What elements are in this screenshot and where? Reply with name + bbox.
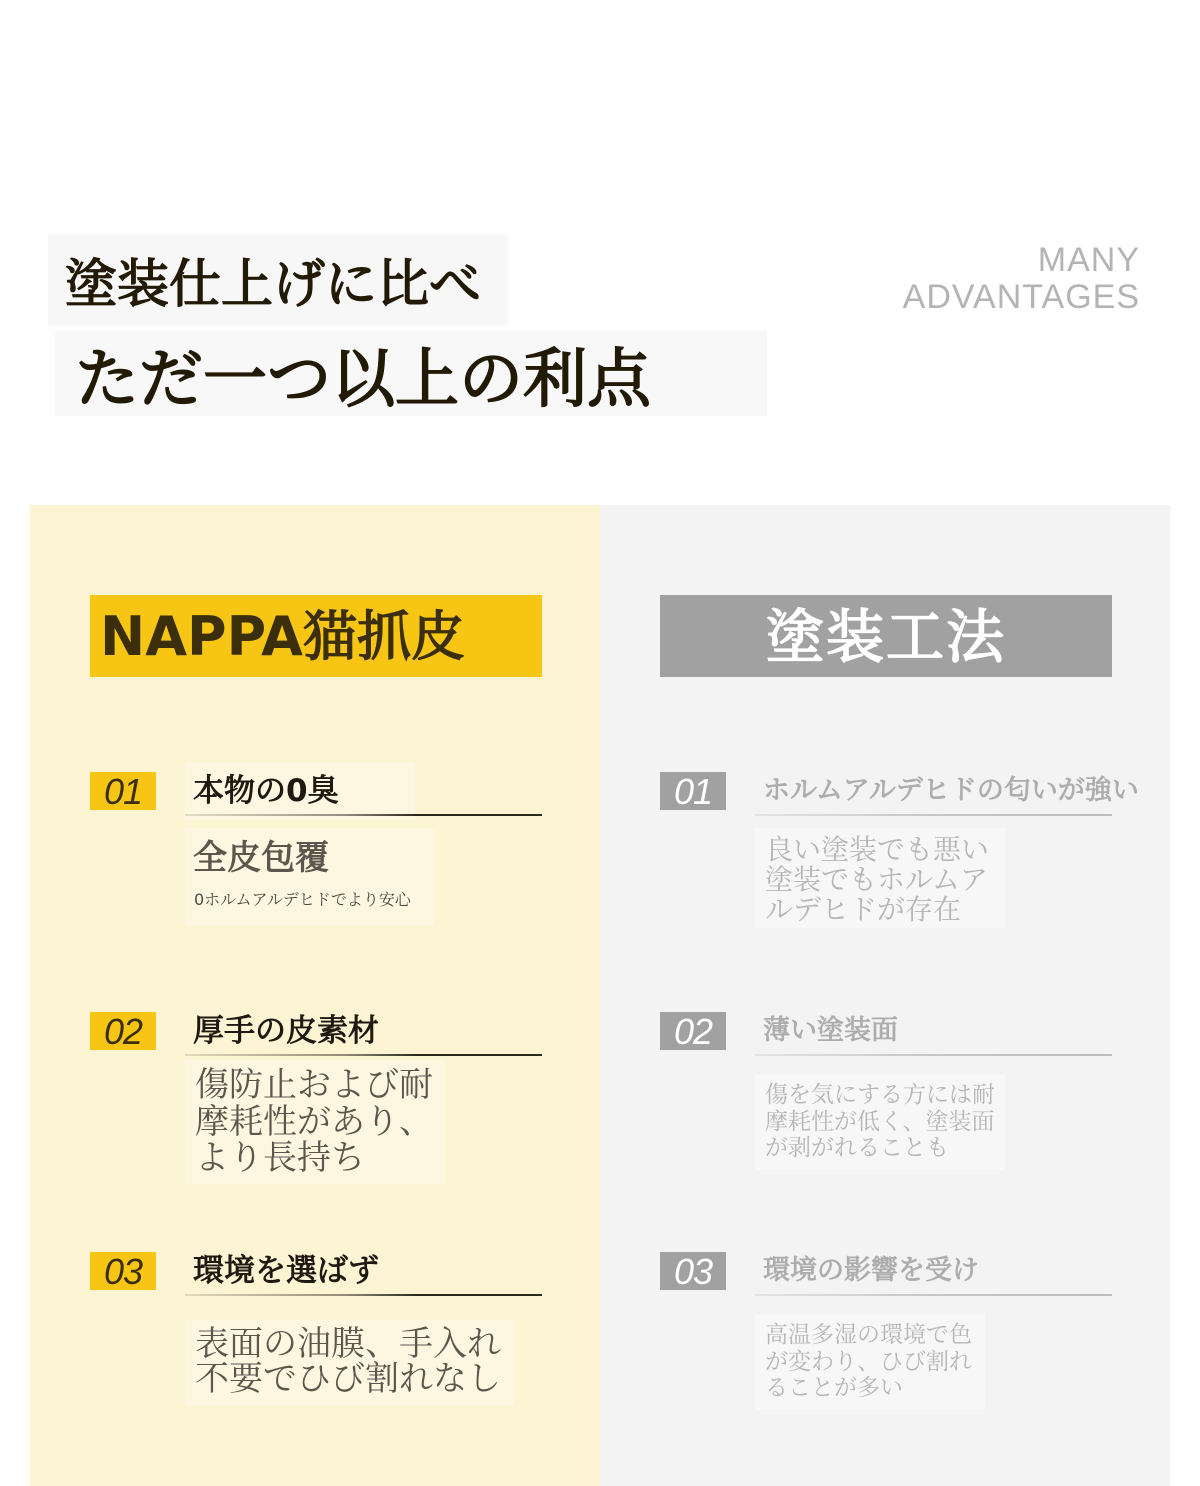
nappa-item-1 xyxy=(90,772,590,972)
item-title: 厚手の皮素材 xyxy=(193,1013,379,1049)
nappa-header xyxy=(90,595,542,677)
nappa-header-label: NAPPA猫抓皮 xyxy=(100,605,465,668)
description-line: 良い塗装でも悪い xyxy=(765,833,990,866)
description-line: 傷防止および耐 xyxy=(195,1065,433,1105)
item-title: 本物の0臭 xyxy=(193,773,339,809)
item-title: 環境を選ばず xyxy=(193,1253,379,1289)
item-number-badge: 02 xyxy=(90,1012,156,1050)
item-title: ホルムアルデヒドの匂いが強い xyxy=(763,775,1139,806)
item-description xyxy=(195,1067,433,1177)
coating-header-label: 塗装工法 xyxy=(765,603,1006,671)
item-description xyxy=(195,1324,501,1399)
description-line: ることが多い xyxy=(765,1375,903,1401)
item-number-badge: 01 xyxy=(90,772,156,810)
description-line: 塗装でもホルムア xyxy=(765,863,988,896)
item-subtitle: 全皮包覆 xyxy=(193,838,329,878)
item-number-badge: 03 xyxy=(90,1252,156,1290)
item-underline xyxy=(185,1054,542,1056)
description-line: 傷を気にする方には耐 xyxy=(765,1082,995,1108)
item-description xyxy=(765,835,989,925)
description-line: 高温多湿の環境で色 xyxy=(765,1322,972,1348)
item-underline xyxy=(755,1054,1112,1056)
item-description xyxy=(765,1082,995,1162)
description-line: 摩耗性が低く、塗装面 xyxy=(765,1108,995,1135)
description-line: が変わり、ひび割れ xyxy=(765,1348,972,1375)
item-title: 環境の影響を受け xyxy=(763,1255,979,1286)
item-note: 0ホルムアルデヒドでより安心 xyxy=(194,890,411,909)
description-line: より長持ち xyxy=(195,1138,365,1178)
item-title: 薄い塗装面 xyxy=(763,1015,898,1046)
tagline-advantages: ADVANTAGES xyxy=(902,278,1140,316)
description-line: 表面の油膜、手入れ xyxy=(195,1324,501,1364)
page-title-line-2: ただ一つ以上の利点 xyxy=(75,343,651,417)
item-description xyxy=(765,1322,972,1402)
coating-item-3 xyxy=(660,1252,1160,1452)
item-number-badge: 01 xyxy=(660,772,726,810)
coating-item-2 xyxy=(660,1012,1160,1212)
item-number-badge: 03 xyxy=(660,1252,726,1290)
nappa-item-2 xyxy=(90,1012,590,1212)
coating-item-1 xyxy=(660,772,1160,972)
page-title-line-1: 塗装仕上げに比べ xyxy=(65,255,482,315)
item-underline xyxy=(185,1294,542,1296)
tagline-many: MANY xyxy=(1037,241,1140,279)
description-line: ルデヒドが存在 xyxy=(765,893,962,926)
item-underline xyxy=(755,814,1112,816)
item-number-badge: 02 xyxy=(660,1012,726,1050)
nappa-item-3 xyxy=(90,1252,590,1452)
item-underline xyxy=(185,814,542,816)
description-line: 摩耗性があり、 xyxy=(195,1101,433,1142)
coating-header xyxy=(660,595,1112,677)
description-line: が剥がれることも xyxy=(765,1135,949,1161)
description-line: 不要でひび割れなし xyxy=(195,1359,501,1399)
item-underline xyxy=(755,1294,1112,1296)
